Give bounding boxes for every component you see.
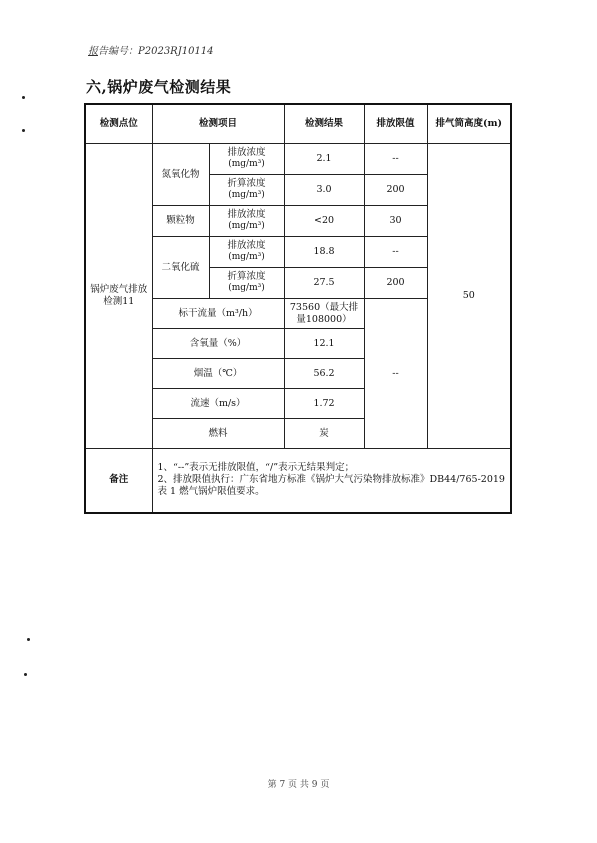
notes-label: 备注 bbox=[85, 449, 152, 513]
conc-type-cell: 排放浓度 (mg/m³) bbox=[209, 237, 284, 268]
limit-cell: 200 bbox=[364, 175, 427, 206]
margin-dot bbox=[24, 673, 27, 676]
boiler-exhaust-results-table bbox=[84, 103, 512, 514]
nox-label: 氮氧化物 bbox=[152, 144, 209, 206]
stack-height-cell: 50 bbox=[427, 144, 511, 449]
conc-type-cell: 折算浓度 (mg/m³) bbox=[209, 175, 284, 206]
result-cell: 73560（最大排量108000） bbox=[284, 299, 364, 329]
header-item: 检测项目 bbox=[152, 104, 284, 144]
header-location: 检测点位 bbox=[85, 104, 152, 144]
result-cell: 炭 bbox=[284, 419, 364, 449]
pm-label: 颗粒物 bbox=[152, 206, 209, 237]
conc-type-cell: 折算浓度 (mg/m³) bbox=[209, 268, 284, 299]
report-number: 报告编号：P2023RJ10114 bbox=[88, 46, 214, 57]
table-header-row bbox=[85, 104, 511, 144]
limit-cell: -- bbox=[364, 299, 427, 449]
result-cell: 18.8 bbox=[284, 237, 364, 268]
header-stack-height: 排气筒高度(m) bbox=[427, 104, 511, 144]
location-cell: 锅炉废气排放检测11 bbox=[85, 144, 152, 449]
limit-cell: -- bbox=[364, 144, 427, 175]
velocity-label: 流速（m/s） bbox=[152, 389, 284, 419]
margin-dot bbox=[27, 638, 30, 641]
result-cell: 12.1 bbox=[284, 329, 364, 359]
conc-type-cell: 排放浓度 (mg/m³) bbox=[209, 144, 284, 175]
table-row bbox=[85, 144, 511, 175]
result-cell: 27.5 bbox=[284, 268, 364, 299]
so2-label: 二氧化硫 bbox=[152, 237, 209, 299]
result-cell: 3.0 bbox=[284, 175, 364, 206]
result-cell: 2.1 bbox=[284, 144, 364, 175]
result-cell: <20 bbox=[284, 206, 364, 237]
limit-cell: 30 bbox=[364, 206, 427, 237]
header-limit: 排放限值 bbox=[364, 104, 427, 144]
limit-cell: -- bbox=[364, 237, 427, 268]
page-footer: 第 7 页 共 9 页 bbox=[267, 780, 330, 790]
result-cell: 1.72 bbox=[284, 389, 364, 419]
section-title: 六,锅炉废气检测结果 bbox=[86, 78, 232, 96]
margin-dot bbox=[22, 129, 25, 132]
header-result: 检测结果 bbox=[284, 104, 364, 144]
temperature-label: 烟温（℃） bbox=[152, 359, 284, 389]
note-line: 1、“--”表示无排放限值，“/”表示无结果判定； bbox=[157, 462, 355, 474]
fuel-label: 燃料 bbox=[152, 419, 284, 449]
result-cell: 56.2 bbox=[284, 359, 364, 389]
limit-cell: 200 bbox=[364, 268, 427, 299]
notes-row bbox=[85, 449, 511, 513]
margin-dot bbox=[22, 96, 25, 99]
conc-type-cell: 排放浓度 (mg/m³) bbox=[209, 206, 284, 237]
notes-cell bbox=[152, 449, 511, 513]
flow-label: 标干流量（m³/h） bbox=[152, 299, 284, 329]
oxygen-label: 含氧量（%） bbox=[152, 329, 284, 359]
note-line: 2、排放限值执行：广东省地方标准《锅炉大气污染物排放标准》DB44/765-2019 表 1 燃气锅炉限值要求。 bbox=[157, 474, 505, 498]
